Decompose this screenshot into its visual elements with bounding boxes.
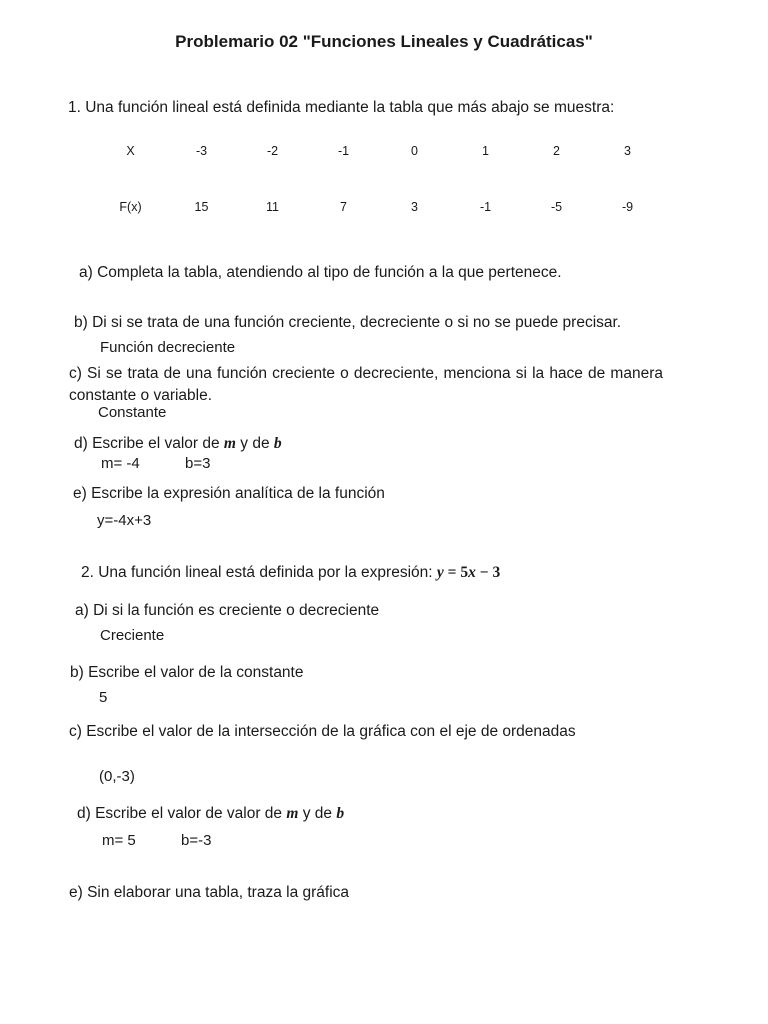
question-1d-mid: y de bbox=[235, 435, 274, 452]
table-cell: 3 bbox=[411, 200, 418, 214]
table-cell: 15 bbox=[194, 200, 209, 214]
table-cell: 1 bbox=[482, 144, 489, 158]
answer-2d-m: m= 5 bbox=[102, 832, 136, 849]
question-1a: a) Completa la tabla, atendiendo al tipo de función a la que pertenece. bbox=[79, 264, 562, 281]
answer-2c: (0,-3) bbox=[99, 768, 135, 785]
question-2d-mid: y de bbox=[298, 805, 337, 822]
table-cell: -9 bbox=[621, 200, 634, 214]
question-2a: a) Di si la función es creciente o decreciente bbox=[75, 602, 380, 619]
question-2d bbox=[77, 805, 344, 823]
question-2d-text: d) Escribe el valor de valor de bbox=[77, 805, 287, 822]
expr-rest: − 3 bbox=[475, 564, 501, 581]
var-b: b bbox=[336, 805, 345, 822]
answer-2a: Creciente bbox=[100, 627, 165, 644]
answer-1c: Constante bbox=[98, 404, 167, 421]
table-cell: X bbox=[126, 144, 135, 158]
values-table bbox=[95, 137, 663, 221]
question-1c: c) Si se trata de una función creciente o decreciente, menciona si la hace de manera constante o variable. bbox=[69, 365, 663, 404]
question-1d-text: d) Escribe el valor de bbox=[74, 435, 224, 452]
table-cell: -1 bbox=[479, 200, 492, 214]
problem-2-intro bbox=[81, 564, 500, 582]
page-title: Problemario 02 "Funciones Lineales y Cuadráticas" bbox=[175, 32, 593, 51]
table-cell: 7 bbox=[340, 200, 347, 214]
table-cell: -5 bbox=[550, 200, 563, 214]
answer-1b: Función decreciente bbox=[100, 339, 236, 356]
table-cell: 11 bbox=[266, 200, 279, 214]
expr-y: y bbox=[436, 564, 444, 581]
question-1d bbox=[74, 435, 282, 453]
table-cell: 2 bbox=[553, 144, 560, 158]
question-1b: b) Di si se trata de una función creciente, decreciente o si no se puede precisar. bbox=[74, 314, 622, 331]
table-cell: F(x) bbox=[119, 200, 142, 214]
question-1e: e) Escribe la expresión analítica de la función bbox=[73, 485, 385, 502]
var-m: m bbox=[223, 435, 236, 452]
table-cell: -3 bbox=[195, 144, 208, 158]
table-row-fx bbox=[95, 165, 663, 221]
answer-1d-m: m= -4 bbox=[101, 455, 140, 472]
expr-x: x bbox=[468, 564, 476, 581]
table-cell: -1 bbox=[337, 144, 350, 158]
answer-2b: 5 bbox=[99, 689, 108, 706]
question-2b: b) Escribe el valor de la constante bbox=[70, 664, 304, 681]
answer-1e: y=-4x+3 bbox=[97, 512, 152, 529]
problem-2-intro-text: 2. Una función lineal está definida por la expresión: bbox=[81, 564, 437, 581]
question-2e: e) Sin elaborar una tabla, traza la gráfica bbox=[69, 884, 350, 901]
var-b: b bbox=[273, 435, 282, 452]
answer-2d-b: b=-3 bbox=[181, 832, 212, 849]
table-cell: 0 bbox=[411, 144, 418, 158]
table-row-x bbox=[95, 137, 663, 165]
expr-eq: = 5 bbox=[443, 564, 469, 581]
table-cell: -2 bbox=[266, 144, 279, 158]
var-m: m bbox=[286, 805, 299, 822]
problem-1-intro: 1. Una función lineal está definida mediante la tabla que más abajo se muestra: bbox=[68, 99, 615, 116]
question-2c: c) Escribe el valor de la intersección de la gráfica con el eje de ordenadas bbox=[69, 723, 576, 740]
table-cell: 3 bbox=[624, 144, 631, 158]
answer-1d-b: b=3 bbox=[185, 455, 211, 472]
